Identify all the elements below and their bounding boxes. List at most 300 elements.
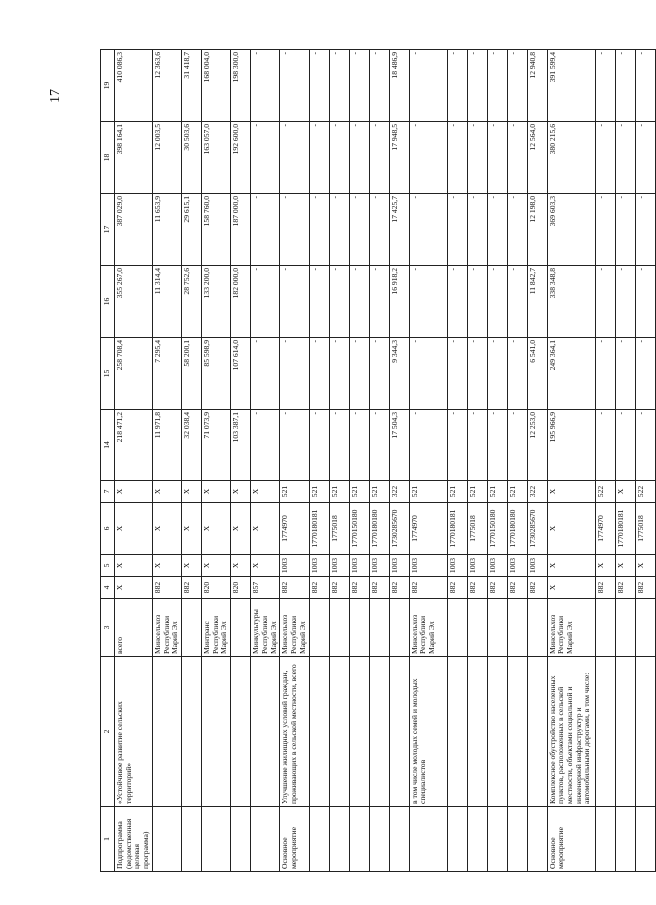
table-row (182, 50, 202, 872)
table-cell: - (487, 50, 507, 122)
table-cell (507, 807, 527, 872)
table-cell: 387 029,0 (115, 194, 153, 266)
table-cell: - (507, 266, 527, 338)
table-cell (349, 807, 369, 872)
table-cell: 12 363,6 (152, 50, 181, 122)
table-cell: - (507, 194, 527, 266)
table-cell: Улучшение жилищных условий граждан, проживающих в сельской местности, всего (280, 657, 309, 807)
table-cell: 1003 (309, 555, 329, 577)
table-cell: - (507, 410, 527, 481)
table-cell: X (115, 577, 153, 599)
table-cell: 1003 (280, 555, 309, 577)
table-cell: - (615, 50, 635, 122)
table-row (507, 50, 527, 872)
table-cell: 1775018 (467, 503, 487, 555)
table-cell: X (182, 555, 202, 577)
table-cell: - (615, 410, 635, 481)
table-cell: 7 295,4 (152, 338, 181, 410)
table-cell: X (547, 555, 595, 577)
table-cell (182, 599, 202, 657)
table-cell: - (280, 338, 309, 410)
table-cell (507, 599, 527, 657)
table-cell: - (369, 410, 389, 481)
table-cell: X (152, 555, 181, 577)
table-cell (389, 599, 409, 657)
table-cell: - (349, 122, 369, 194)
table-cell (447, 657, 467, 807)
table-cell: Минсельхоз Республики Марий Эл (280, 599, 309, 657)
table-cell: - (635, 194, 655, 266)
table-cell (487, 807, 507, 872)
table-cell (309, 807, 329, 872)
table-cell: Минсельхоз Республики Марий Эл (152, 599, 181, 657)
table-cell: - (369, 194, 389, 266)
table-cell: - (369, 122, 389, 194)
table-cell: - (635, 122, 655, 194)
table-cell (527, 599, 547, 657)
table-cell: 857 (251, 577, 280, 599)
table-cell: X (202, 555, 231, 577)
header-cell: 18 (101, 122, 115, 194)
table-cell: 882 (309, 577, 329, 599)
table-cell: X (547, 577, 595, 599)
table-cell: X (152, 481, 181, 503)
table-cell: - (635, 410, 655, 481)
table-cell (182, 807, 202, 872)
table-cell: 1003 (389, 555, 409, 577)
table-cell: - (467, 266, 487, 338)
table-cell: 163 057,0 (202, 122, 231, 194)
table-cell: - (467, 122, 487, 194)
table-cell: 12 003,5 (152, 122, 181, 194)
table-cell: - (251, 410, 280, 481)
table-cell: X (231, 555, 251, 577)
table-cell (349, 599, 369, 657)
table-cell: 521 (349, 481, 369, 503)
table-cell: 882 (635, 577, 655, 599)
table-cell: 17 425,7 (389, 194, 409, 266)
table-cell: - (369, 50, 389, 122)
table-cell: X (182, 481, 202, 503)
table-row (409, 50, 447, 872)
table-cell: 16 918,2 (389, 266, 409, 338)
table-cell (527, 657, 547, 807)
budget-table (100, 49, 656, 872)
table-cell: - (447, 266, 467, 338)
table-cell: 882 (369, 577, 389, 599)
table-cell: 521 (369, 481, 389, 503)
table-cell: 12 564,0 (527, 122, 547, 194)
table-cell: 58 200,1 (182, 338, 202, 410)
table-cell: 521 (507, 481, 527, 503)
table-cell: - (329, 410, 349, 481)
header-cell: 17 (101, 194, 115, 266)
table-cell: 882 (487, 577, 507, 599)
table-cell: 1003 (369, 555, 389, 577)
table-cell: 882 (280, 577, 309, 599)
table-cell: 168 004,0 (202, 50, 231, 122)
table-cell: 322 (389, 481, 409, 503)
table-cell: - (447, 50, 467, 122)
table-cell: 1770150180 (349, 503, 369, 555)
table-cell: 17 948,5 (389, 122, 409, 194)
table-cell: 391 599,4 (547, 50, 595, 122)
table-cell: - (309, 122, 329, 194)
table-cell: 882 (182, 577, 202, 599)
table-cell: - (329, 194, 349, 266)
table-cell: - (309, 410, 329, 481)
table-cell (635, 599, 655, 657)
table-cell: Минсельхоз Республики Марий Эл (409, 599, 447, 657)
table-cell: «Устойчивое развитие сельских территорий» (115, 657, 153, 807)
table-row (349, 50, 369, 872)
table-cell (527, 807, 547, 872)
table-cell: 249 364,1 (547, 338, 595, 410)
table-cell: 12 198,0 (527, 194, 547, 266)
table-cell: - (447, 410, 467, 481)
table-cell (409, 807, 447, 872)
table-cell: Комплексное обустройство населенных пунктов, расположенных в сельской местности, объектами социальной и инженерной инфраструктур и автомобильными дорогами, в том числе: (547, 657, 595, 807)
table-cell (615, 599, 635, 657)
table-cell: - (251, 266, 280, 338)
table-cell: 1770180180 (369, 503, 389, 555)
table-cell: 85 598,9 (202, 338, 231, 410)
table-cell: 522 (595, 481, 615, 503)
table-cell: 521 (487, 481, 507, 503)
table-cell (467, 657, 487, 807)
table-cell: 133 200,0 (202, 266, 231, 338)
table-cell: X (251, 503, 280, 555)
header-cell: 4 (101, 577, 115, 599)
table-cell: - (309, 266, 329, 338)
page-number: 17 (48, 89, 63, 103)
table-cell: 18 486,9 (389, 50, 409, 122)
table-cell: - (349, 194, 369, 266)
table-cell: 369 603,3 (547, 194, 595, 266)
table-cell: 1730285670 (527, 503, 547, 555)
table-cell: 1770180181 (615, 503, 635, 555)
table-cell (369, 807, 389, 872)
header-cell: 19 (101, 50, 115, 122)
table-cell: 522 (635, 481, 655, 503)
table-cell: - (635, 266, 655, 338)
table-cell: - (409, 410, 447, 481)
table-cell: 218 471,2 (115, 410, 153, 481)
table-row (447, 50, 467, 872)
table-cell: 1774970 (280, 503, 309, 555)
table-cell: 1775018 (635, 503, 655, 555)
header-cell: 6 (101, 503, 115, 555)
table-cell: 820 (202, 577, 231, 599)
table-cell: - (487, 122, 507, 194)
rotated-page-area (100, 50, 645, 872)
table-cell: Основное мероприятие (547, 807, 595, 872)
table-cell: - (251, 50, 280, 122)
table-cell: - (251, 122, 280, 194)
table-cell (251, 657, 280, 807)
table-cell: - (349, 410, 369, 481)
table-row (389, 50, 409, 872)
table-cell: 882 (349, 577, 369, 599)
table-cell: 521 (409, 481, 447, 503)
table-cell: 103 387,1 (231, 410, 251, 481)
table-cell: - (329, 122, 349, 194)
table-cell (349, 657, 369, 807)
table-cell: 32 038,4 (182, 410, 202, 481)
table-cell: 1003 (507, 555, 527, 577)
table-cell (635, 657, 655, 807)
table-row (309, 50, 329, 872)
table-cell (615, 657, 635, 807)
table-cell: - (467, 50, 487, 122)
table-cell: - (615, 338, 635, 410)
table-cell: - (447, 122, 467, 194)
table-cell: 1003 (409, 555, 447, 577)
table-cell: - (615, 122, 635, 194)
table-cell: 1775018 (329, 503, 349, 555)
table-cell: X (251, 555, 280, 577)
table-row (595, 50, 615, 872)
table-cell: - (447, 194, 467, 266)
table-cell (507, 657, 527, 807)
table-row (487, 50, 507, 872)
table-cell: - (595, 266, 615, 338)
table-cell: X (115, 555, 153, 577)
table-cell: - (595, 338, 615, 410)
table-cell: - (369, 266, 389, 338)
table-cell: - (409, 50, 447, 122)
table-cell: X (595, 555, 615, 577)
table-cell: - (409, 338, 447, 410)
table-cell: 521 (309, 481, 329, 503)
table-cell: X (231, 503, 251, 555)
table-cell: - (280, 194, 309, 266)
table-row (369, 50, 389, 872)
table-cell: 882 (507, 577, 527, 599)
table-cell (309, 599, 329, 657)
header-cell: 15 (101, 338, 115, 410)
table-cell: 192 600,0 (231, 122, 251, 194)
table-row (280, 50, 309, 872)
table-cell: - (615, 266, 635, 338)
rotated-table-container (100, 50, 645, 872)
table-cell: - (349, 338, 369, 410)
table-cell: - (635, 338, 655, 410)
table-cell: 158 760,0 (202, 194, 231, 266)
table-cell: - (349, 266, 369, 338)
table-cell: 882 (329, 577, 349, 599)
header-cell: 2 (101, 657, 115, 807)
table-cell: X (182, 503, 202, 555)
table-cell: X (251, 481, 280, 503)
table-cell: 882 (152, 577, 181, 599)
table-cell: - (280, 122, 309, 194)
table-cell: 198 300,0 (231, 50, 251, 122)
table-cell: - (329, 266, 349, 338)
table-cell: - (595, 122, 615, 194)
table-row (152, 50, 181, 872)
table-cell: 107 614,0 (231, 338, 251, 410)
table-cell: - (507, 338, 527, 410)
table-cell: - (251, 338, 280, 410)
table-cell (231, 807, 251, 872)
table-cell (595, 657, 615, 807)
table-cell: 882 (527, 577, 547, 599)
table-cell (329, 807, 349, 872)
table-cell: 521 (447, 481, 467, 503)
table-cell (202, 807, 231, 872)
table-cell (152, 657, 181, 807)
table-cell: X (615, 481, 635, 503)
table-cell: Минтранс Республики Марий Эл (202, 599, 231, 657)
table-cell: 1730285670 (389, 503, 409, 555)
table-cell: - (467, 194, 487, 266)
table-cell: 521 (329, 481, 349, 503)
table-cell: - (309, 194, 329, 266)
table-cell: X (615, 555, 635, 577)
table-cell: 882 (409, 577, 447, 599)
table-cell: - (487, 194, 507, 266)
table-cell: X (635, 555, 655, 577)
table-cell: - (635, 50, 655, 122)
table-cell (389, 657, 409, 807)
table-cell (182, 657, 202, 807)
table-cell (309, 657, 329, 807)
table-cell: Минкультуры Республики Марий Эл (251, 599, 280, 657)
table-cell: 6 541,0 (527, 338, 547, 410)
table-cell: 28 752,6 (182, 266, 202, 338)
table-cell: Подпрограмма (ведомственная целевая программа) (115, 807, 153, 872)
table-cell (467, 807, 487, 872)
table-cell: 9 344,3 (389, 338, 409, 410)
table-cell: 1774970 (595, 503, 615, 555)
table-cell: 882 (467, 577, 487, 599)
table-cell: 12 253,0 (527, 410, 547, 481)
table-cell: Основное мероприятие (280, 807, 309, 872)
table-row (527, 50, 547, 872)
table-cell: - (409, 122, 447, 194)
table-cell: 31 418,7 (182, 50, 202, 122)
table-cell: 820 (231, 577, 251, 599)
table-cell (231, 657, 251, 807)
table-cell (202, 657, 231, 807)
table-cell: - (507, 50, 527, 122)
table-row (615, 50, 635, 872)
table-cell: - (251, 194, 280, 266)
table-cell (329, 657, 349, 807)
table-cell: X (115, 503, 153, 555)
table-cell (467, 599, 487, 657)
table-row (329, 50, 349, 872)
table-cell: X (231, 481, 251, 503)
table-cell: - (280, 410, 309, 481)
table-cell: X (202, 503, 231, 555)
table-cell: - (595, 410, 615, 481)
table-cell: - (487, 338, 507, 410)
table-cell: X (152, 503, 181, 555)
table-cell: 187 000,0 (231, 194, 251, 266)
table-cell: 12 940,8 (527, 50, 547, 122)
table-cell: - (329, 338, 349, 410)
table-cell (487, 657, 507, 807)
table-cell: 11 653,9 (152, 194, 181, 266)
table-cell: в том числе молодых семей и молодых специалистов (409, 657, 447, 807)
table-cell: 195 966,9 (547, 410, 595, 481)
header-row (101, 50, 115, 872)
table-cell (389, 807, 409, 872)
table-cell (231, 599, 251, 657)
table-cell: 30 503,6 (182, 122, 202, 194)
table-cell (369, 599, 389, 657)
table-cell: - (280, 266, 309, 338)
table-cell: 521 (280, 481, 309, 503)
table-cell: - (595, 50, 615, 122)
table-cell: - (349, 50, 369, 122)
table-cell: - (467, 338, 487, 410)
table-cell: X (115, 481, 153, 503)
table-cell: - (595, 194, 615, 266)
table-cell: X (202, 481, 231, 503)
table-cell: - (487, 266, 507, 338)
table-row (115, 50, 153, 872)
table-row (231, 50, 251, 872)
table-cell: 1770150180 (487, 503, 507, 555)
table-cell: всего (115, 599, 153, 657)
table-row (202, 50, 231, 872)
table-cell: 1003 (447, 555, 467, 577)
table-cell: 1770180181 (309, 503, 329, 555)
table-cell: 380 215,6 (547, 122, 595, 194)
table-cell (595, 807, 615, 872)
table-cell: X (547, 481, 595, 503)
header-cell: 16 (101, 266, 115, 338)
table-cell: 1003 (349, 555, 369, 577)
table-cell: 1770180181 (447, 503, 467, 555)
table-row (467, 50, 487, 872)
table-cell: - (309, 338, 329, 410)
table-cell (487, 599, 507, 657)
table-cell: X (547, 503, 595, 555)
table-cell: Минсельхоз Республики Марий Эл (547, 599, 595, 657)
table-cell: 17 504,3 (389, 410, 409, 481)
table-cell (595, 599, 615, 657)
table-cell: 1003 (487, 555, 507, 577)
table-cell: 322 (527, 481, 547, 503)
table-cell: - (447, 338, 467, 410)
table-cell (447, 807, 467, 872)
table-row (547, 50, 595, 872)
table-cell (152, 807, 181, 872)
table-cell: 182 000,0 (231, 266, 251, 338)
table-cell: - (507, 122, 527, 194)
table-cell: 11 971,8 (152, 410, 181, 481)
header-cell: 14 (101, 410, 115, 481)
table-cell (447, 599, 467, 657)
table-cell: - (369, 338, 389, 410)
header-cell: 5 (101, 555, 115, 577)
table-cell: 71 073,9 (202, 410, 231, 481)
table-body (101, 50, 656, 872)
table-cell: 1003 (329, 555, 349, 577)
table-cell: 29 615,1 (182, 194, 202, 266)
table-cell: 355 267,0 (115, 266, 153, 338)
table-cell: 882 (447, 577, 467, 599)
table-cell: 882 (595, 577, 615, 599)
table-cell: - (615, 194, 635, 266)
table-cell: 882 (615, 577, 635, 599)
table-cell: 1003 (467, 555, 487, 577)
table-cell: 521 (467, 481, 487, 503)
